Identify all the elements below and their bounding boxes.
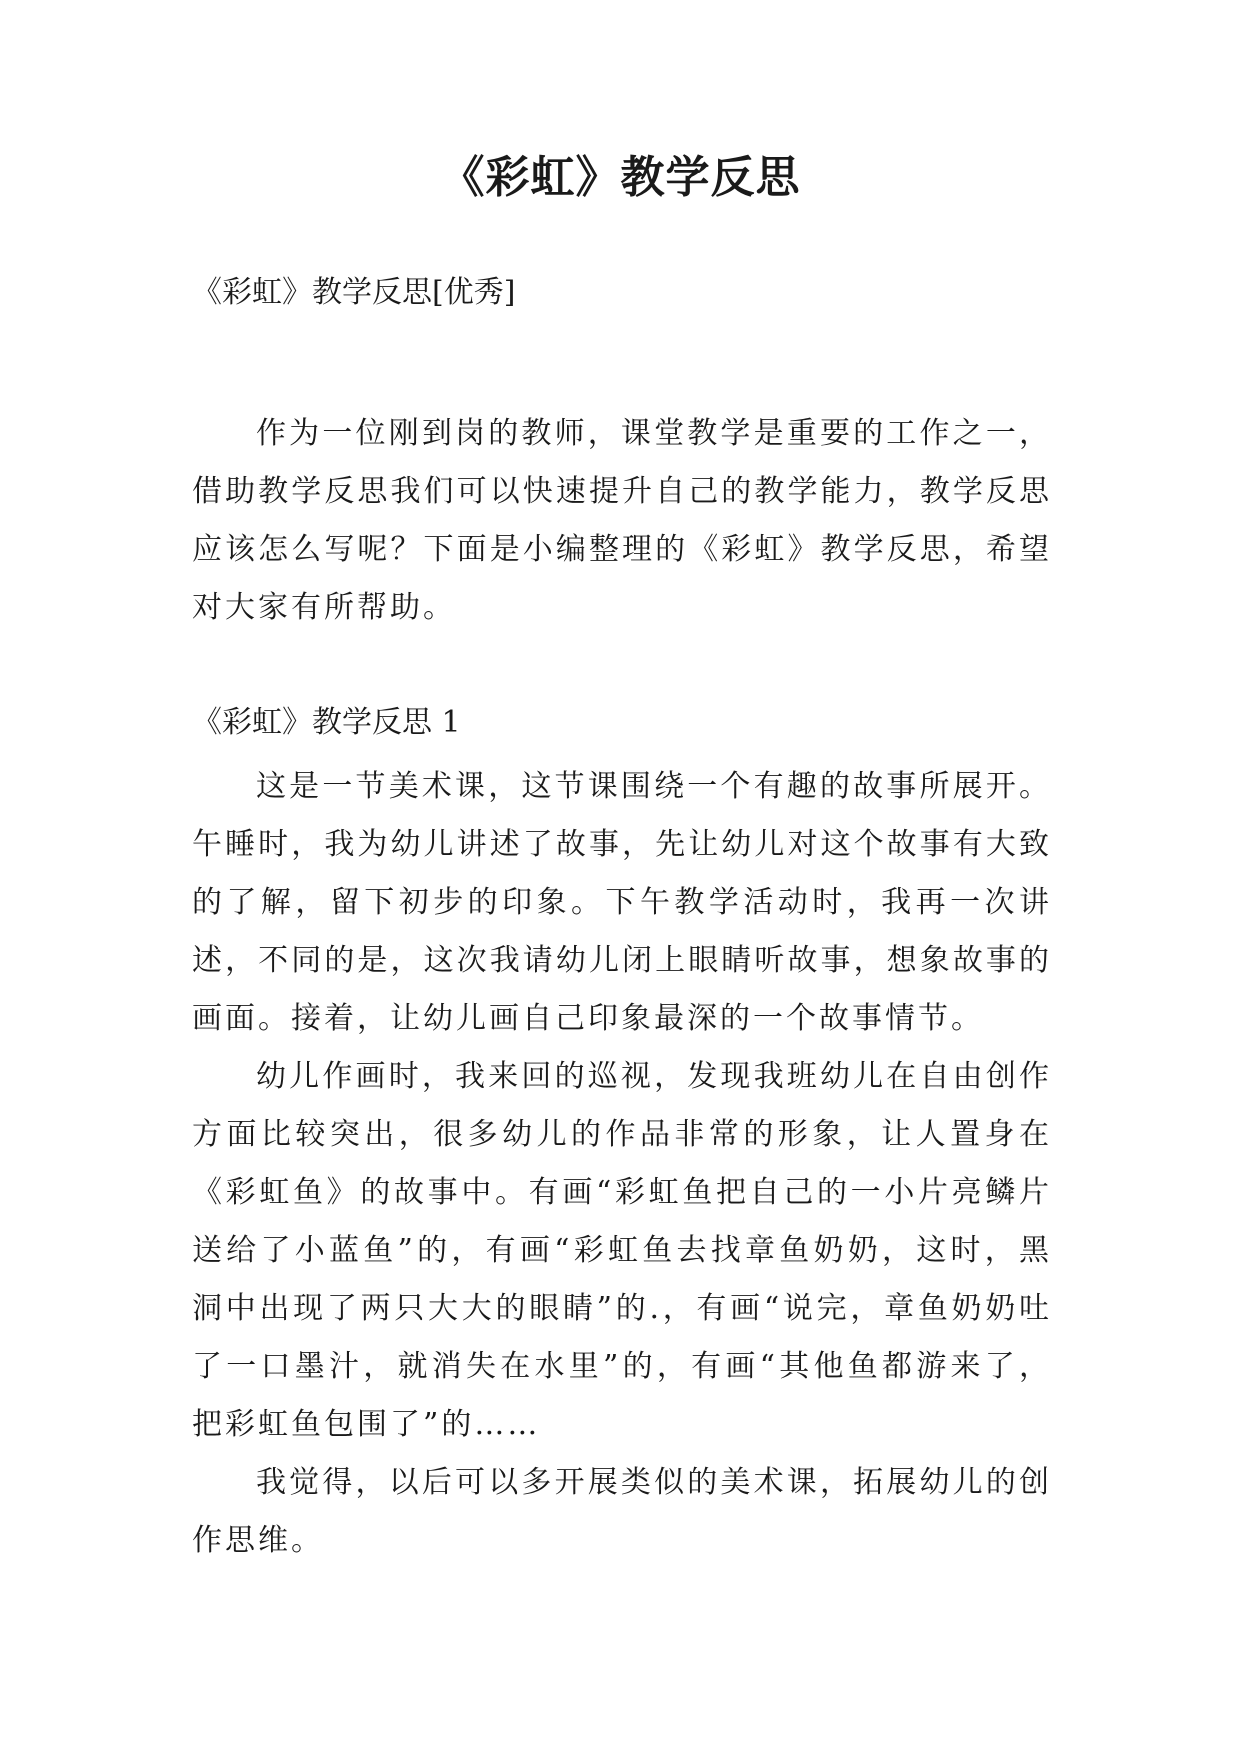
body-paragraph-2: 幼儿作画时，我来回的巡视，发现我班幼儿在自由创作方面比较突出，很多幼儿的作品非常的形象，让人置身在《彩虹鱼》的故事中。有画“彩虹鱼把自己的一小片亮鳞片送给了小蓝鱼”的，有画“彩虹鱼去找章鱼奶奶，这时，黑洞中出现了两只大大的眼睛”的.，有画“说完，章鱼奶奶吐了一口墨汁，就消失在水里”的，有画“其他鱼都游来了，把彩虹鱼包围了”的…… bbox=[192, 1059, 1052, 1442]
document-title: 《彩虹》教学反思 bbox=[440, 152, 801, 203]
body-paragraph-3: 我觉得，以后可以多开展类似的美术课，拓展幼儿的创作思维。 bbox=[192, 1465, 1052, 1558]
document-subtitle: 《彩虹》教学反思[优秀] bbox=[192, 275, 516, 310]
body-paragraph-1: 这是一节美术课，这节课围绕一个有趣的故事所展开。午睡时，我为幼儿讲述了故事，先让幼儿对这个故事有大致的了解，留下初步的印象。下午教学活动时，我再一次讲述，不同的是，这次我请幼儿闭上眼睛听故事，想象故事的画面。接着，让幼儿画自己印象最深的一个故事情节。 bbox=[192, 769, 1052, 1036]
intro-paragraph: 作为一位刚到岗的教师，课堂教学是重要的工作之一，借助教学反思我们可以快速提升自己的教学能力，教学反思应该怎么写呢？下面是小编整理的《彩虹》教学反思，希望对大家有所帮助。 bbox=[192, 416, 1052, 625]
section-body bbox=[192, 758, 1052, 1570]
section-heading: 《彩虹》教学反思 1 bbox=[192, 705, 461, 740]
intro-section bbox=[192, 405, 1052, 637]
